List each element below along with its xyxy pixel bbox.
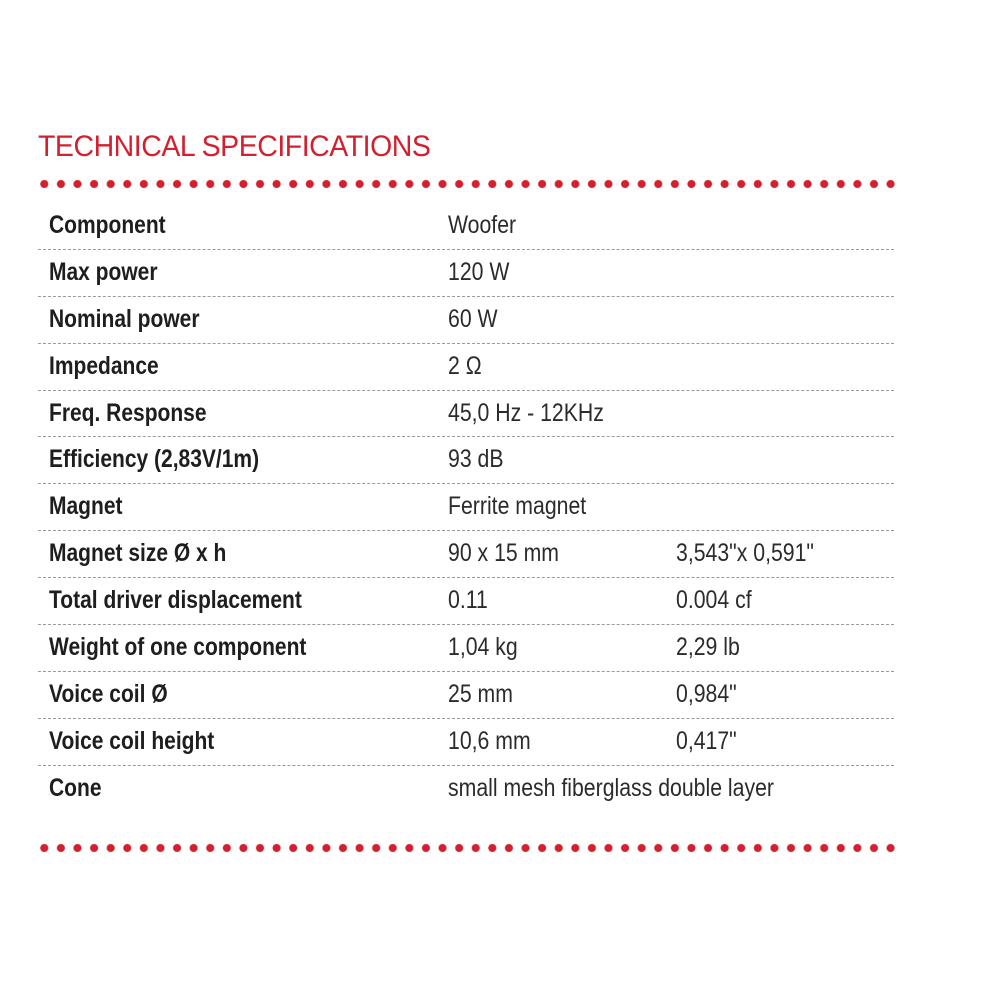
- spec-row-max-power: [38, 250, 894, 297]
- spec-value: 93 dB: [448, 445, 504, 474]
- spec-label: Max power: [49, 257, 158, 286]
- spec-value: 25 mm: [448, 679, 513, 708]
- spec-value: small mesh fiberglass double layer: [448, 773, 774, 802]
- spec-row-efficiency: [38, 437, 894, 484]
- spec-row-impedance: [38, 344, 894, 391]
- spec-label: Weight of one component: [49, 633, 307, 662]
- spec-value: 90 x 15 mm: [448, 539, 560, 568]
- spec-row-voice-coil-height: [38, 719, 894, 766]
- spec-label: Efficiency (2,83V/1m): [49, 445, 260, 474]
- spec-value: 1,04 kg: [448, 633, 518, 662]
- spec-row-total-displacement: [38, 578, 894, 625]
- spec-label: Magnet size Ø x h: [49, 539, 227, 568]
- top-dotted-divider: [36, 177, 896, 191]
- spec-label: Voice coil Ø: [49, 679, 168, 708]
- spec-value-imperial: 2,29 lb: [676, 633, 740, 662]
- spec-value: 60 W: [448, 304, 498, 333]
- spec-row-voice-coil-diameter: [38, 672, 894, 719]
- spec-row-cone: [38, 766, 894, 813]
- spec-row-magnet: [38, 484, 894, 531]
- spec-sheet: [38, 128, 894, 855]
- spec-row-freq-response: [38, 391, 894, 438]
- spec-value: Woofer: [448, 211, 517, 239]
- bottom-dotted-divider: [36, 841, 896, 855]
- spec-value: Ferrite magnet: [448, 492, 587, 521]
- spec-value: 45,0 Hz - 12KHz: [448, 398, 604, 427]
- spec-row-component: [38, 203, 894, 250]
- spec-value: 0.11: [448, 586, 488, 615]
- spec-label: Nominal power: [49, 304, 200, 333]
- spec-label: Cone: [49, 773, 102, 802]
- spec-value: 2 Ω: [448, 351, 482, 380]
- spec-value: 120 W: [448, 257, 510, 286]
- spec-value-imperial: 0,417": [676, 726, 737, 755]
- spec-row-nominal-power: [38, 297, 894, 344]
- section-title: TECHNICAL SPECIFICATIONS: [38, 130, 431, 163]
- spec-value-imperial: 0,984": [676, 679, 737, 708]
- spec-row-weight: [38, 625, 894, 672]
- spec-label: Component: [49, 211, 166, 239]
- spec-label: Magnet: [49, 492, 123, 521]
- spec-label: Freq. Response: [49, 398, 207, 427]
- spec-row-magnet-size: [38, 531, 894, 578]
- spec-label: Voice coil height: [49, 726, 215, 755]
- spec-value-imperial: 0.004 cf: [676, 586, 752, 615]
- spec-value: 10,6 mm: [448, 726, 531, 755]
- spec-value-imperial: 3,543"x 0,591": [676, 539, 814, 568]
- spec-table: [38, 203, 894, 813]
- spec-label: Impedance: [49, 351, 159, 380]
- spec-label: Total driver displacement: [49, 586, 302, 615]
